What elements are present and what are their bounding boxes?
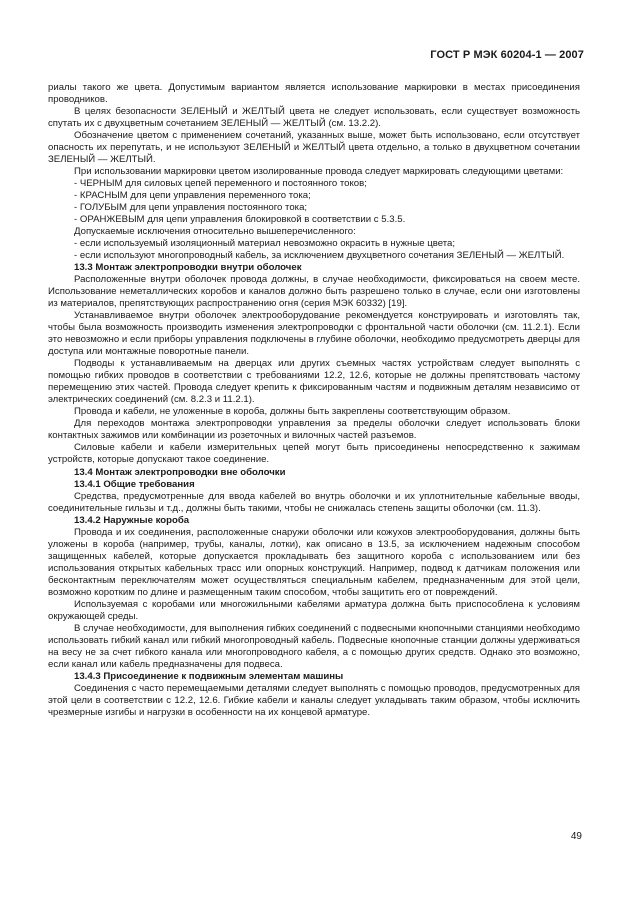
paragraph: Провода и их соединения, расположенные снаружи оболочки или кожухов электрооборудования, должны быть уложены в короба (например, трубы, каналы, лотки), как описано в 13.5, за исключением надежным способом защищенных кабелей, которые допускается прокладывать без защитного короба с использованием или без использования открытых кабельных трасс или опорных конструкций. Например, подвод к датчикам положения или бесконтактным переключателям может осуществляться специальным кабелем, предназначенным для этой цели, возможно коротким по длине и размещенным таким способом, чтобы защитить его от повреждений. — [48, 526, 580, 598]
list-item: - КРАСНЫМ для цепи управления переменного тока; — [74, 190, 311, 202]
list-item: - ЧЕРНЫМ для силовых цепей переменного и постоянного токов; — [74, 178, 367, 190]
list-item: - ГОЛУБЫМ для цепи управления постоянного тока; — [74, 202, 308, 214]
list-item: - ОРАНЖЕВЫМ для цепи управления блокировкой в соответствии с 5.3.5. — [74, 214, 406, 226]
paragraph: риалы такого же цвета. Допустимым вариантом является использование маркировки в местах присоединения проводников. — [48, 82, 580, 106]
paragraph: В целях безопасности ЗЕЛЕНЫЙ и ЖЕЛТЫЙ цвета не следует использовать, если существует возможность спутать их с двухцветным сочетанием ЗЕЛЕНЫЙ — ЖЕЛТЫЙ (см. 13.2.2). — [48, 106, 580, 130]
paragraph: Подводы к устанавливаемым на дверцах или других съемных частях устройствам следует выполнять с помощью гибких проводов в соответствии с требованиями 12.2, 12.6, которые не должны препятствовать частому перемещению этих частей. Провода следует крепить к фиксированным частям и подвижным деталям независимо от электрических соединений (см. 8.2.3 и 11.2.1). — [48, 358, 580, 406]
paragraph: Соединения с часто перемещаемыми деталями следует выполнять с помощью проводов, предусмотренных для этой цели в соответствии с 12.2, 12.6. Гибкие кабели и каналы следует укладывать таким образом, чтобы исключить чрезмерные изгибы и нагрузки в особенности на их концевой арматуре. — [48, 682, 580, 718]
paragraph: Расположенные внутри оболочек провода должны, в случае необходимости, фиксироваться на своем месте. Использование неметаллических коробов и каналов должно быть разрешено только в случае, если они изготовлены из материалов, препятствующих распространению огня (серия МЭК 60332) [19]. — [48, 274, 580, 310]
paragraph: Используемая с коробами или многожильными кабелями арматура должна быть приспособлена к условиям окружающей среды. — [48, 598, 580, 622]
paragraph: Устанавливаемое внутри оболочек электрооборудование рекомендуется конструировать и изготовлять так, чтобы была возможность производить изменения электропроводки с фронтальной части оболочки (см. 11.2.1). Если это невозможно и если приборы управления подключены в глубине оболочки, необходимо предусмотреть дверцы для доступа или монтажные поворотные панели. — [48, 310, 580, 358]
document-header: ГОСТ Р МЭК 60204-1 — 2007 — [430, 49, 584, 61]
section-heading: 13.3 Монтаж электропроводки внутри оболочек — [74, 262, 302, 274]
paragraph: Средства, предусмотренные для ввода кабелей во внутрь оболочки и их уплотнительные кабельные вводы, соединительные гильзы и т.д., должны быть такими, чтобы не снижалась степень защиты оболочки (см. 11.3). — [48, 490, 580, 514]
paragraph: Обозначение цветом с применением сочетаний, указанных выше, может быть использовано, если отсутствует опасность их перепутать, и не используют ЗЕЛЕНЫЙ и ЖЕЛТЫЙ цвета отдельно, а только в двухцветном сочетании ЗЕЛЕНЫЙ — ЖЕЛТЫЙ. — [48, 130, 580, 166]
page-content — [48, 82, 580, 719]
list-item: - если используют многопроводный кабель, за исключением двухцветного сочетания ЗЕЛЕНЫЙ — ЖЕЛТЫЙ. — [74, 250, 565, 262]
list-item: - если используемый изоляционный материал невозможно окрасить в нужные цвета; — [74, 238, 455, 250]
paragraph: Допускаемые исключения относительно вышеперечисленного: — [74, 226, 356, 238]
subsection-heading: 13.4.2 Наружные короба — [74, 514, 190, 526]
paragraph: В случае необходимости, для выполнения гибких соединений с подвесными кнопочными станциями необходимо использовать гибкий канал или гибкий многопроводный кабель. Подвесные кнопочные станции должны удерживаться на весу не за счет гибкого канала или многопроводного кабеля, а с помощью других средств. Однако это возможно, если канал или кабель предназначены для подвеса. — [48, 622, 580, 670]
paragraph: При использовании маркировки цветом изолированные провода следует маркировать следующими цветами: — [74, 166, 564, 178]
page-number: 49 — [570, 831, 582, 842]
subsection-heading: 13.4.3 Присоединение к подвижным элементам машины — [74, 670, 344, 682]
section-heading: 13.4 Монтаж электропроводки вне оболочки — [74, 466, 286, 478]
paragraph: Силовые кабели и кабели измерительных цепей могут быть присоединены непосредственно к зажимам устройств, которые допускают такое соединение. — [48, 442, 580, 466]
paragraph: Провода и кабели, не уложенные в короба, должны быть закреплены соответствующим образом. — [74, 406, 511, 418]
subsection-heading: 13.4.1 Общие требования — [74, 478, 195, 490]
paragraph: Для переходов монтажа электропроводки управления за пределы оболочки следует использовать блоки контактных зажимов или комбинации из розеточных и вилочных частей разъемов. — [48, 418, 580, 442]
